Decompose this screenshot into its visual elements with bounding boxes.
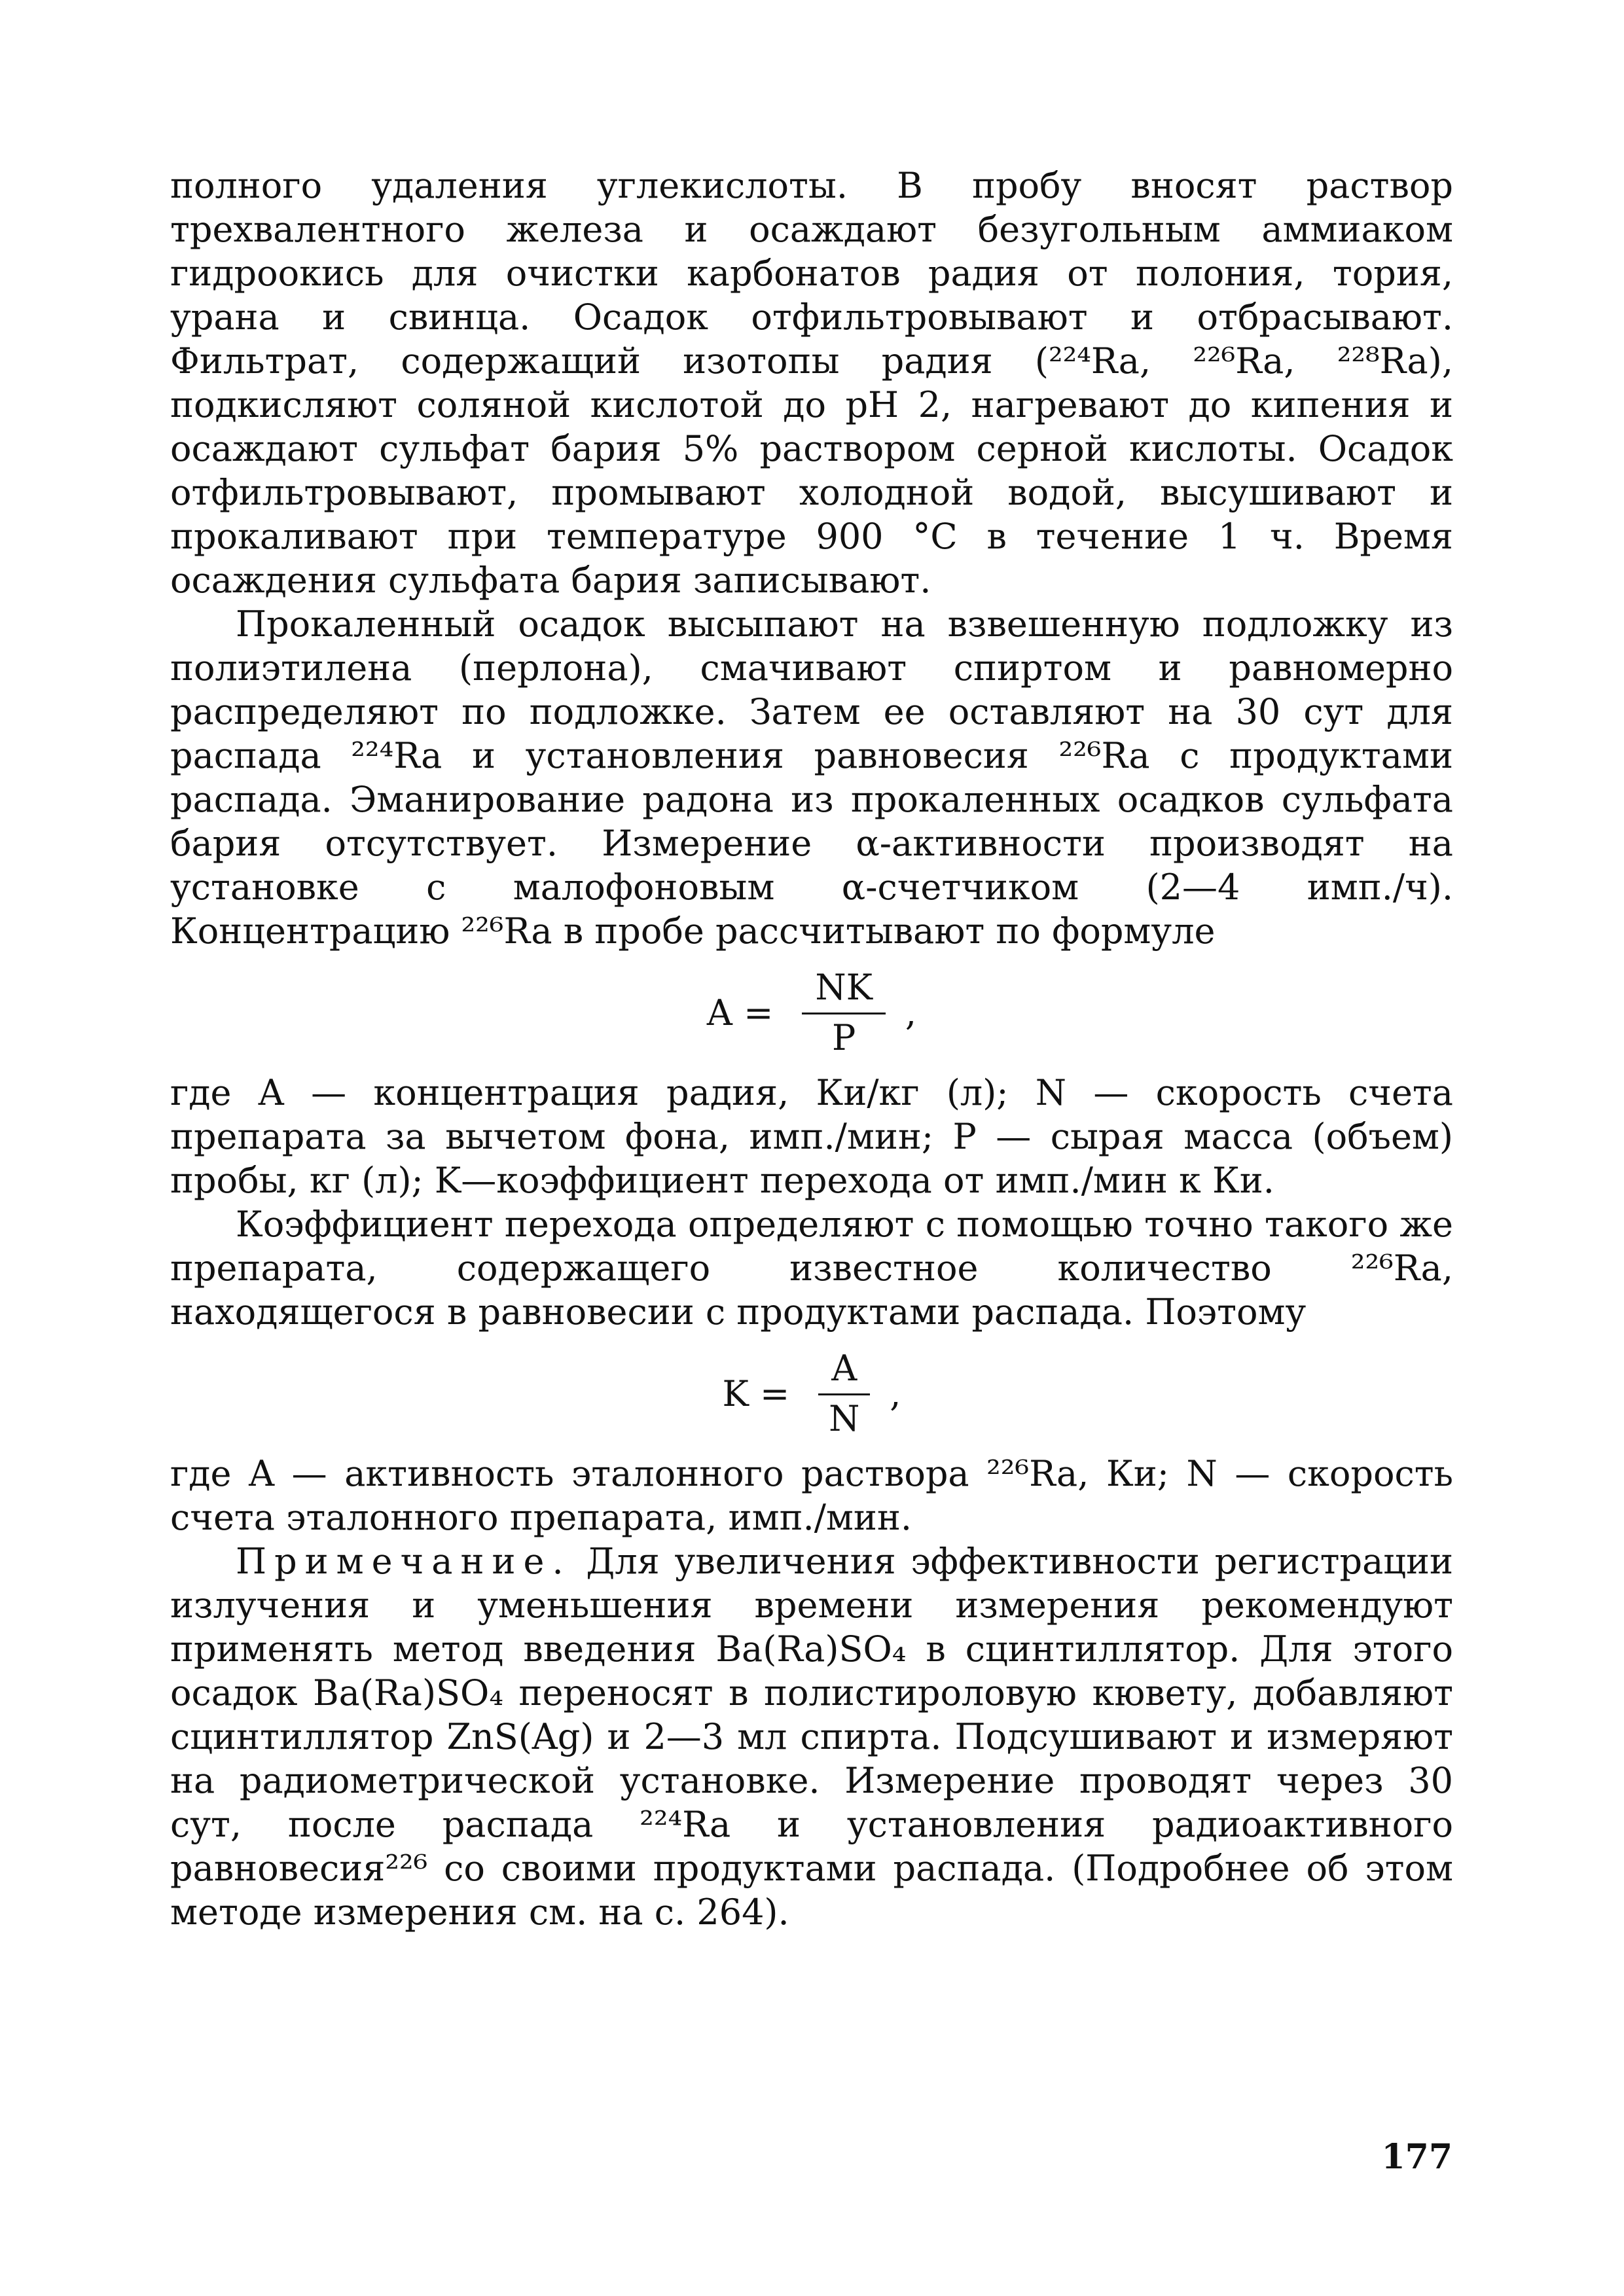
formula-coefficient xyxy=(170,1338,1453,1449)
formula-2-numerator: A xyxy=(818,1348,870,1395)
formula-2-lhs: K = xyxy=(722,1372,790,1414)
paragraph-5: где A — активность эталонного раствора ²²⁶Ra, Ки; N — скорость счета эталонного препарата, имп./мин. xyxy=(170,1453,1453,1538)
note-text: Для увеличения эффективности регистрации излучения и уменьшения времени измерения рекомендуют применять метод введения Ba(Ra)SO₄ в сцинтиллятор. Для этого осадок Ba(Ra)SO₄ переносят в полистироловую кювету, добавляют сцинтиллятор ZnS(Ag) и 2—3 мл спирта. Подсушивают и измеряют на радиометрической установке. Измерение проводят через 30 сут, после распада ²²⁴Ra и установления радиоактивного равновесия²²⁶ со своими продуктами распада. (Подробнее об этом методе измерения см. на с. 264). xyxy=(170,1541,1453,1933)
page-number: 177 xyxy=(1381,2137,1453,2177)
note-label: Примечание. xyxy=(236,1541,571,1582)
formula-concentration xyxy=(170,957,1453,1068)
page-body xyxy=(170,164,1453,1934)
paragraph-1: полного удаления углекислоты. В пробу вносят раствор трехвалентного железа и осаждают безугольным аммиаком гидроокись для очистки карбонатов радия от полония, тория, урана и свинца. Осадок отфильтровывают и отбрасывают. Фильтрат, содержащий изотопы радия (²²⁴Ra, ²²⁶Ra, ²²⁸Ra), подкисляют соляной кислотой до pH 2, нагревают до кипения и осаждают сульфат бария 5% раствором серной кислоты. Осадок отфильтровывают, промывают холодной водой, высушивают и прокаливают при температуре 900 °C в течение 1 ч. Время осаждения сульфата бария записывают. xyxy=(170,165,1453,601)
formula-1-lhs: A = xyxy=(706,992,774,1033)
paragraph-3: где A — концентрация радия, Ки/кг (л); N — скорость счета препарата за вычетом фона, имп./мин; P — сырая масса (объем) пробы, кг (л); K—коэффициент перехода от имп./мин к Ки. xyxy=(170,1072,1453,1201)
formula-1-denominator: P xyxy=(831,1016,856,1058)
formula-2-fraction xyxy=(818,1348,870,1440)
formula-1-numerator: NK xyxy=(802,967,886,1014)
formula-2-comma: , xyxy=(890,1372,901,1414)
formula-1-comma: , xyxy=(905,992,917,1033)
paragraph-2: Прокаленный осадок высыпают на взвешенную подложку из полиэтилена (перлона), смачивают спиртом и равномерно распределяют по подложке. Затем ее оставляют на 30 сут для распада ²²⁴Ra и установления равновесия ²²⁶Ra с продуктами распада. Эманирование радона из прокаленных осадков сульфата бария отсутствует. Измерение α-активности производят на установке с малофоновым α-счетчиком (2—4 имп./ч). Концентрацию ²²⁶Ra в пробе рассчитывают по формуле xyxy=(170,603,1453,952)
formula-1-fraction xyxy=(802,967,886,1059)
note-paragraph xyxy=(170,1539,1453,1934)
paragraph-4: Коэффициент перехода определяют с помощью точно такого же препарата, содержащего известное количество ²²⁶Ra, находящегося в равновесии с продуктами распада. Поэтому xyxy=(170,1204,1453,1333)
formula-2-denominator: N xyxy=(829,1397,860,1439)
